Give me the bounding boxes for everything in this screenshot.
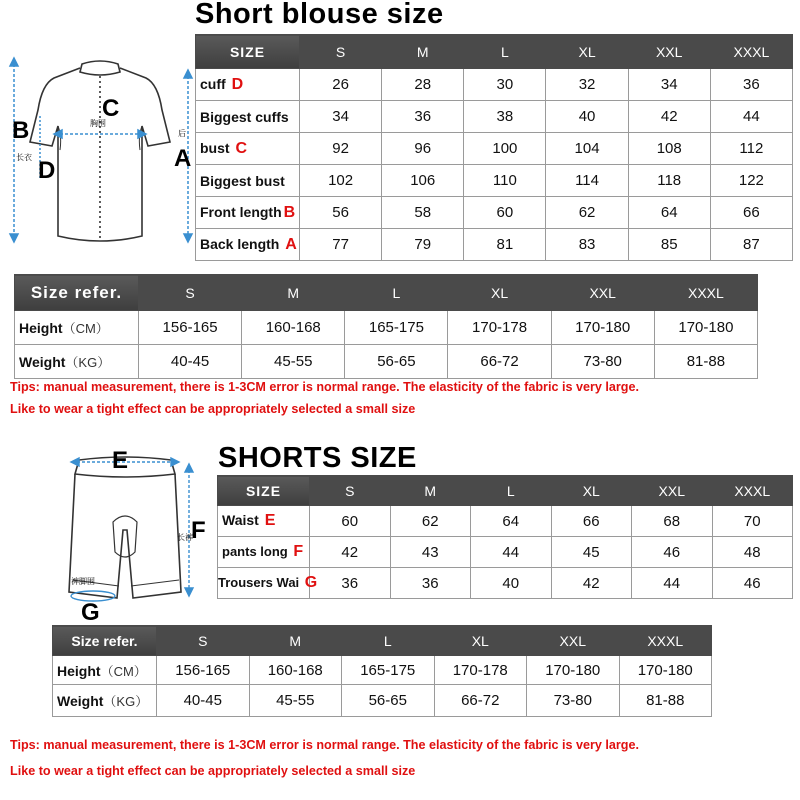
- table-cell: 26: [300, 69, 382, 101]
- table-row: [196, 229, 793, 261]
- size-col-s: S: [300, 35, 382, 69]
- size-col-l: L: [464, 35, 546, 69]
- size-col-s: S: [139, 275, 242, 311]
- size-col-xxl: XXL: [632, 476, 713, 506]
- size-col-xxl: XXL: [628, 35, 710, 69]
- row-label-bust: bust C: [196, 133, 300, 165]
- table-cell: 165-175: [345, 311, 448, 345]
- table-cell: 32: [546, 69, 628, 101]
- table-cell: 170-180: [619, 656, 712, 685]
- size-col-xl: XL: [434, 626, 527, 656]
- table-row: [15, 345, 758, 379]
- size-col-l: L: [471, 476, 552, 506]
- table-cell: 64: [628, 197, 710, 229]
- table-cell: 56-65: [342, 685, 435, 717]
- table-cell: 44: [632, 568, 713, 599]
- table-cell: 92: [300, 133, 382, 165]
- table-cell: 44: [710, 101, 792, 133]
- blouse-size-header: [196, 35, 793, 69]
- blouse-size-label: SIZE: [196, 35, 300, 69]
- table-cell: 170-180: [551, 311, 654, 345]
- table-cell: 87: [710, 229, 792, 261]
- row-label-biggest-cuffs: Biggest cuffs: [196, 101, 300, 133]
- table-cell: 36: [710, 69, 792, 101]
- table-row: [196, 197, 793, 229]
- size-col-xxxl: XXXL: [619, 626, 712, 656]
- tips-line-2: Like to wear a tight effect can be appropriately selected a small size: [10, 402, 416, 416]
- table-cell: 28: [382, 69, 464, 101]
- size-col-m: M: [249, 626, 342, 656]
- size-col-xl: XL: [551, 476, 632, 506]
- table-cell: 70: [712, 506, 793, 537]
- table-cell: 45-55: [242, 345, 345, 379]
- diagram-letter-c: C: [102, 95, 120, 122]
- table-cell: 170-180: [527, 656, 620, 685]
- shorts-refer-header: [53, 626, 712, 656]
- row-label-biggest-bust: Biggest bust: [196, 165, 300, 197]
- table-cell: 58: [382, 197, 464, 229]
- row-label-weight: Weight（KG）: [15, 345, 139, 379]
- table-cell: 44: [471, 537, 552, 568]
- table-cell: 40: [546, 101, 628, 133]
- table-row: [53, 685, 712, 717]
- blouse-refer-table: [14, 274, 758, 379]
- table-cell: 68: [632, 506, 713, 537]
- diagram-cn-length: 长衣: [16, 153, 32, 162]
- table-cell: 112: [710, 133, 792, 165]
- table-cell: 56-65: [345, 345, 448, 379]
- diagram-cn-chest: 胸围: [90, 119, 106, 128]
- table-cell: 36: [310, 568, 391, 599]
- table-cell: 156-165: [139, 311, 242, 345]
- table-cell: 170-178: [434, 656, 527, 685]
- table-cell: 62: [546, 197, 628, 229]
- shorts-refer-label: Size refer.: [53, 626, 157, 656]
- table-cell: 42: [551, 568, 632, 599]
- jersey-outline-icon: [30, 61, 170, 241]
- table-cell: 81: [464, 229, 546, 261]
- diagram-letter-d: D: [38, 157, 56, 184]
- diagram-cn-leg: 裤脚围: [71, 577, 95, 586]
- row-label-weight: Weight（KG）: [53, 685, 157, 717]
- row-label-waist: Waist E: [218, 506, 310, 537]
- blouse-refer-header: [15, 275, 758, 311]
- table-cell: 100: [464, 133, 546, 165]
- shorts-size-table: [217, 475, 793, 599]
- size-col-l: L: [345, 275, 448, 311]
- table-cell: 104: [546, 133, 628, 165]
- table-cell: 30: [464, 69, 546, 101]
- table-cell: 85: [628, 229, 710, 261]
- table-cell: 64: [471, 506, 552, 537]
- table-cell: 77: [300, 229, 382, 261]
- table-cell: 40-45: [139, 345, 242, 379]
- table-cell: 43: [390, 537, 471, 568]
- row-label-pants-long: pants long F: [218, 537, 310, 568]
- table-cell: 42: [310, 537, 391, 568]
- table-row: [196, 133, 793, 165]
- table-row: [196, 165, 793, 197]
- shorts-refer-table: [52, 625, 712, 717]
- table-cell: 110: [464, 165, 546, 197]
- table-cell: 118: [628, 165, 710, 197]
- table-cell: 66-72: [448, 345, 551, 379]
- shorts-size-header: [218, 476, 793, 506]
- table-cell: 81-88: [619, 685, 712, 717]
- size-col-s: S: [310, 476, 391, 506]
- table-cell: 170-178: [448, 311, 551, 345]
- tips-line-1: Tips: manual measurement, there is 1-3CM error is normal range. The elasticity of the fabric is very large.: [10, 738, 639, 752]
- row-label-trousers-wai: Trousers Wai G: [218, 568, 310, 599]
- size-col-xxxl: XXXL: [654, 275, 757, 311]
- table-row: [196, 101, 793, 133]
- table-cell: 108: [628, 133, 710, 165]
- size-col-m: M: [242, 275, 345, 311]
- table-cell: 160-168: [242, 311, 345, 345]
- diagram-cn-length: 长裤: [177, 533, 193, 542]
- table-cell: 66: [710, 197, 792, 229]
- table-cell: 34: [300, 101, 382, 133]
- table-cell: 165-175: [342, 656, 435, 685]
- shorts-size-label: SIZE: [218, 476, 310, 506]
- table-row: [218, 568, 793, 599]
- row-label-front-length: Front length B: [196, 197, 300, 229]
- table-cell: 40-45: [157, 685, 250, 717]
- table-cell: 81-88: [654, 345, 757, 379]
- table-row: [218, 537, 793, 568]
- table-cell: 36: [382, 101, 464, 133]
- table-cell: 48: [712, 537, 793, 568]
- table-row: [15, 311, 758, 345]
- table-cell: 45-55: [249, 685, 342, 717]
- blouse-title: Short blouse size: [195, 0, 444, 30]
- diagram-letter-e: E: [112, 447, 129, 474]
- table-row: [218, 506, 793, 537]
- table-cell: 45: [551, 537, 632, 568]
- diagram-letter-f: F: [191, 517, 206, 544]
- table-row: [53, 656, 712, 685]
- size-col-xxl: XXL: [551, 275, 654, 311]
- table-row: [196, 69, 793, 101]
- table-cell: 36: [390, 568, 471, 599]
- size-col-s: S: [157, 626, 250, 656]
- table-cell: 170-180: [654, 311, 757, 345]
- table-cell: 160-168: [249, 656, 342, 685]
- diagram-letter-g: G: [81, 599, 100, 626]
- table-cell: 46: [632, 537, 713, 568]
- table-cell: 83: [546, 229, 628, 261]
- blouse-size-table: [195, 34, 793, 261]
- table-cell: 79: [382, 229, 464, 261]
- diagram-letter-b: B: [12, 117, 30, 144]
- jersey-diagram: [2, 50, 198, 260]
- table-cell: 38: [464, 101, 546, 133]
- table-cell: 60: [310, 506, 391, 537]
- table-cell: 66: [551, 506, 632, 537]
- table-cell: 42: [628, 101, 710, 133]
- diagram-letter-a: A: [174, 145, 192, 172]
- tips-line-1: Tips: manual measurement, there is 1-3CM error is normal range. The elasticity of the fabric is very large.: [10, 380, 639, 394]
- blouse-refer-label: Size refer.: [15, 275, 139, 311]
- table-cell: 96: [382, 133, 464, 165]
- table-cell: 106: [382, 165, 464, 197]
- diagram-cn-side: 后: [178, 129, 186, 138]
- table-cell: 62: [390, 506, 471, 537]
- table-cell: 40: [471, 568, 552, 599]
- size-col-xl: XL: [448, 275, 551, 311]
- table-cell: 46: [712, 568, 793, 599]
- table-cell: 60: [464, 197, 546, 229]
- table-cell: 73-80: [527, 685, 620, 717]
- table-cell: 73-80: [551, 345, 654, 379]
- table-cell: 56: [300, 197, 382, 229]
- size-col-xl: XL: [546, 35, 628, 69]
- size-col-m: M: [390, 476, 471, 506]
- size-col-l: L: [342, 626, 435, 656]
- size-col-xxxl: XXXL: [710, 35, 792, 69]
- size-col-xxl: XXL: [527, 626, 620, 656]
- tips-line-2: Like to wear a tight effect can be appropriately selected a small size: [10, 764, 416, 778]
- shorts-title: SHORTS SIZE: [218, 442, 417, 474]
- shorts-diagram: [55, 440, 215, 625]
- row-label-back-length: Back length A: [196, 229, 300, 261]
- size-col-m: M: [382, 35, 464, 69]
- table-cell: 122: [710, 165, 792, 197]
- table-cell: 102: [300, 165, 382, 197]
- table-cell: 34: [628, 69, 710, 101]
- row-label-height: Height（CM）: [53, 656, 157, 685]
- table-cell: 66-72: [434, 685, 527, 717]
- table-cell: 114: [546, 165, 628, 197]
- table-cell: 156-165: [157, 656, 250, 685]
- row-label-cuff: cuff D: [196, 69, 300, 101]
- row-label-height: Height（CM）: [15, 311, 139, 345]
- size-col-xxxl: XXXL: [712, 476, 793, 506]
